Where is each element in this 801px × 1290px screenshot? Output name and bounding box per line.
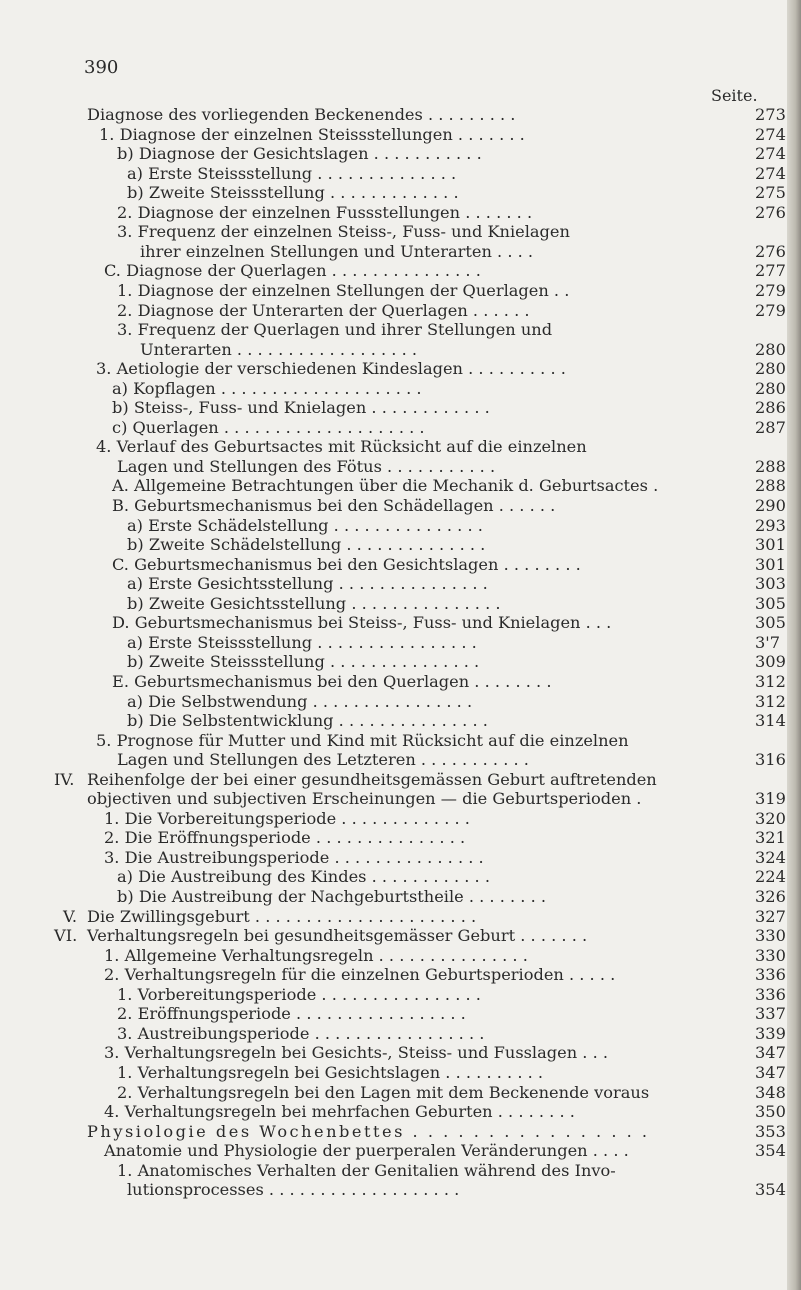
toc-entry-title: b) Die Austreibung der Nachgeburtstheile . . . . . . . . [117, 887, 547, 906]
toc-entry-title: a) Die Selbstwendung . . . . . . . . . . . . . . . . [127, 691, 473, 711]
toc-entry [0, 242, 790, 262]
toc-entry [0, 1180, 790, 1200]
toc-entry [0, 789, 790, 809]
toc-entry [0, 320, 790, 340]
toc-entry [0, 946, 790, 966]
toc-entry [0, 281, 790, 301]
toc-page-number: 350 [755, 1102, 786, 1122]
toc-entry [0, 379, 790, 399]
toc-entry [0, 516, 790, 536]
toc-entry [0, 828, 790, 848]
toc-entry [0, 887, 790, 907]
toc-entry-title: a) Erste Steissstellung . . . . . . . . . . . . . . [127, 163, 457, 183]
toc-page-number: 354 [755, 1180, 786, 1200]
toc-page-number: 321 [755, 828, 786, 848]
toc-page-number: 279 [755, 300, 786, 320]
toc-entry-title: Verhaltungsregeln bei gesundheitsgemässer Geburt . . . . . . . [87, 926, 588, 946]
toc-entry-title: a) Erste Schädelstellung . . . . . . . . . . . . . . . [127, 515, 483, 535]
toc-entry [0, 1083, 790, 1103]
toc-page-number: 354 [755, 1141, 786, 1161]
toc-entry-title: A. Allgemeine Betrachtungen über die Mechanik d. Geburtsactes . [112, 476, 659, 496]
toc-entry-title: 1. Anatomisches Verhalten der Genitalien während des Invo- [117, 1160, 616, 1180]
toc-entry-title: a) Erste Steissstellung . . . . . . . . . . . . . . . . [127, 632, 477, 652]
toc-entry [0, 105, 790, 125]
toc-entry-title: 2. Die Eröffnungsperiode . . . . . . . . . . . . . . . [104, 828, 466, 848]
page-edge [787, 0, 801, 1290]
toc-page-number: 293 [755, 515, 786, 535]
toc-entry-title: E. Geburtsmechanismus bei den Querlagen . . . . . . . . [112, 671, 552, 691]
toc-page-number: 301 [755, 535, 786, 555]
toc-entry-title: Reihenfolge der bei einer gesundheitsgemässen Geburt auftretenden [87, 769, 657, 789]
toc-page-number: 275 [755, 183, 786, 203]
toc-page-number: 279 [755, 280, 786, 300]
toc-page-number: 224 [755, 867, 786, 887]
toc-entry [0, 770, 790, 790]
toc-entry-title: 3. Austreibungsperiode . . . . . . . . . . . . . . . . . [117, 1023, 485, 1043]
toc-entry [0, 1102, 790, 1122]
toc-page-number: 326 [755, 887, 786, 906]
toc-entry-title: a) Die Austreibung des Kindes . . . . . . . . . . . . [117, 867, 490, 887]
toc-entry [0, 203, 790, 223]
toc-entry-title: 1. Verhaltungsregeln bei Gesichtslagen . . . . . . . . . . [117, 1062, 544, 1082]
toc-page-number: 339 [755, 1023, 786, 1043]
toc-entry [0, 1004, 790, 1024]
toc-entry [0, 183, 790, 203]
toc-section-numeral: VI. [54, 926, 78, 946]
toc-section-numeral: IV. [54, 769, 75, 789]
toc-page-number: 330 [755, 926, 786, 946]
toc-page-number: 309 [755, 652, 786, 672]
toc-entry [0, 1141, 790, 1161]
toc-entry [0, 164, 790, 184]
toc-page-number: 301 [755, 554, 786, 574]
toc-entry-title: b) Die Selbstentwicklung . . . . . . . . . . . . . . . [127, 711, 488, 731]
toc-entry-title: b) Zweite Schädelstellung . . . . . . . . . . . . . . [127, 535, 486, 555]
toc-entry [0, 1122, 790, 1142]
toc-entry [0, 692, 790, 712]
toc-entry [0, 144, 790, 164]
toc-entry [0, 613, 790, 633]
toc-entry-title: C. Diagnose der Querlagen . . . . . . . . . . . . . . . [104, 261, 481, 281]
toc-entry-title: Diagnose des vorliegenden Beckenendes . . . . . . . . . [87, 105, 516, 124]
toc-entry [0, 711, 790, 731]
toc-entry [0, 261, 790, 281]
toc-page-number: 276 [755, 202, 786, 222]
toc-entry-title: 3. Verhaltungsregeln bei Gesichts-, Steiss- und Fusslagen . . . [104, 1043, 609, 1063]
toc-entry-title: 3. Frequenz der einzelnen Steiss-, Fuss- und Knielagen [117, 222, 570, 242]
toc-entry [0, 594, 790, 614]
toc-page-number: 303 [755, 574, 786, 594]
toc-entry-title: C. Geburtsmechanismus bei den Gesichtslagen . . . . . . . . [112, 554, 581, 574]
toc-page-number: 280 [755, 359, 786, 379]
toc-entry [0, 359, 790, 379]
toc-page-number: 286 [755, 398, 786, 418]
toc-entry [0, 437, 790, 457]
toc-entry-title: b) Steiss-, Fuss- und Knielagen . . . . . . . . . . . . [112, 398, 490, 418]
toc-entry-title: b) Zweite Steissstellung . . . . . . . . . . . . . [127, 183, 459, 203]
toc-entry [0, 1063, 790, 1083]
toc-entry [0, 672, 790, 692]
toc-entry-title: Die Zwillingsgeburt . . . . . . . . . . . . . . . . . . . . . . [87, 906, 477, 926]
toc-page-number: 336 [755, 965, 786, 985]
toc-page-number: 274 [755, 124, 786, 144]
toc-entry-title: 1. Allgemeine Verhaltungsregeln . . . . . . . . . . . . . . . [104, 945, 528, 965]
toc-entry [0, 535, 790, 555]
toc-entry-title: 4. Verhaltungsregeln bei mehrfachen Geburten . . . . . . . . [104, 1102, 575, 1122]
toc-page-number: 319 [755, 789, 786, 809]
toc-entry [0, 809, 790, 829]
toc-entry [0, 633, 790, 653]
toc-page-number: 305 [755, 613, 786, 633]
toc-page-number: 314 [755, 711, 786, 731]
toc-page-number: 274 [755, 163, 786, 183]
toc-entry [0, 574, 790, 594]
toc-entry [0, 496, 790, 516]
toc-page-number: 347 [755, 1062, 786, 1082]
toc-entry-title: a) Kopflagen . . . . . . . . . . . . . . . . . . . . [112, 378, 422, 398]
toc-page-number: 287 [755, 417, 786, 437]
toc-page-number: 330 [755, 945, 786, 965]
toc-entry-title: lutionsprocesses . . . . . . . . . . . . . . . . . . . [127, 1180, 460, 1200]
toc-page-number: 274 [755, 144, 786, 164]
toc-entry [0, 907, 790, 927]
toc-entry [0, 1043, 790, 1063]
toc-entry-title: 2. Eröffnungsperiode . . . . . . . . . . . . . . . . . [117, 1004, 466, 1024]
toc-page-number: 316 [755, 750, 786, 770]
toc-entry-title: Unterarten . . . . . . . . . . . . . . . . . . [140, 339, 418, 359]
toc-page-number: 337 [755, 1004, 786, 1024]
toc-entry-title: D. Geburtsmechanismus bei Steiss-, Fuss- und Knielagen . . . [112, 613, 612, 633]
toc-entry [0, 1161, 790, 1181]
toc-entry-title: 1. Die Vorbereitungsperiode . . . . . . . . . . . . . [104, 808, 470, 828]
toc-page-number: 280 [755, 378, 786, 398]
toc-entry-title: 2. Diagnose der Unterarten der Querlagen . . . . . . [117, 300, 530, 320]
toc-page-number: 327 [755, 906, 786, 926]
toc-entry-title: 3. Die Austreibungsperiode . . . . . . . . . . . . . . . [104, 847, 484, 867]
toc-entry-title: b) Zweite Steissstellung . . . . . . . . . . . . . . . [127, 652, 480, 672]
toc-entry [0, 398, 790, 418]
page-column-header: Seite. [711, 86, 758, 105]
toc-page-number: 273 [755, 105, 786, 124]
toc-entry [0, 750, 790, 770]
toc-entry-title: B. Geburtsmechanismus bei den Schädellagen . . . . . . [112, 496, 556, 515]
toc-entry-title: 1. Diagnose der einzelnen Steissstellungen . . . . . . . [99, 124, 525, 144]
toc-entry-title: ihrer einzelnen Stellungen und Unterarten . . . . [140, 241, 534, 261]
toc-entry [0, 457, 790, 477]
toc-page-number: 336 [755, 984, 786, 1004]
toc-entry-title: 3. Aetiologie der verschiedenen Kindeslagen . . . . . . . . . . [96, 359, 566, 379]
toc-entry-title: Lagen und Stellungen des Letzteren . . . . . . . . . . . [117, 750, 529, 770]
toc-page-number: 280 [755, 339, 786, 359]
toc-entry-title: 2. Verhaltungsregeln für die einzelnen Geburtsperioden . . . . . [104, 965, 616, 985]
toc-entry-title: Physiologie des Wochenbettes . . . . . . . . . . . . . . . . [87, 1121, 650, 1141]
toc-entry [0, 926, 790, 946]
toc-entry-title: objectiven und subjectiven Erscheinungen — die Geburtsperioden . [87, 789, 642, 809]
toc-entry-title: Anatomie und Physiologie der puerperalen Veränderungen . . . . [104, 1141, 629, 1161]
toc-entry [0, 555, 790, 575]
toc-page-number: 288 [755, 456, 786, 476]
toc-page-number: 348 [755, 1082, 786, 1102]
toc-entry-title: 2. Verhaltungsregeln bei den Lagen mit dem Beckenende voraus [117, 1082, 650, 1102]
toc-entry [0, 1024, 790, 1044]
toc-page-number: 320 [755, 808, 786, 828]
toc-entry [0, 867, 790, 887]
toc-page-number: 347 [755, 1043, 786, 1063]
toc-entry-title: Lagen und Stellungen des Fötus . . . . . . . . . . . [117, 456, 496, 476]
toc-page-number: 312 [755, 671, 786, 691]
page-number: 390 [84, 57, 119, 78]
toc-entry-title: 2. Diagnose der einzelnen Fussstellungen . . . . . . . [117, 202, 533, 222]
toc-entry [0, 125, 790, 145]
toc-page-number: 288 [755, 476, 786, 496]
toc-page-number: 305 [755, 593, 786, 613]
toc-section-numeral: V. [63, 906, 78, 926]
toc-entry-title: 1. Vorbereitungsperiode . . . . . . . . . . . . . . . . [117, 984, 481, 1004]
toc-entry [0, 476, 790, 496]
toc-page-number: 277 [755, 261, 786, 281]
toc-entry [0, 652, 790, 672]
toc-entry [0, 985, 790, 1005]
toc-entry-title: b) Zweite Gesichtsstellung . . . . . . . . . . . . . . . [127, 593, 501, 613]
toc-page-number: 290 [755, 496, 786, 515]
toc-page-number: 353 [755, 1121, 786, 1141]
toc-page-number: 276 [755, 241, 786, 261]
toc-page-number: 312 [755, 691, 786, 711]
toc-entry-title: a) Erste Gesichtsstellung . . . . . . . . . . . . . . . [127, 574, 488, 594]
toc-entry-title: 1. Diagnose der einzelnen Stellungen der Querlagen . . [117, 280, 570, 300]
toc-entry-title: 4. Verlauf des Geburtsactes mit Rücksicht auf die einzelnen [96, 437, 587, 457]
toc-entry [0, 848, 790, 868]
toc-page-number: 324 [755, 847, 786, 867]
toc-entry [0, 731, 790, 751]
toc-entry-title: c) Querlagen . . . . . . . . . . . . . . . . . . . . [112, 417, 425, 437]
toc-entry-title: 3. Frequenz der Querlagen und ihrer Stellungen und [117, 320, 553, 340]
toc-page-number: 3'7 [755, 632, 781, 652]
toc-entry-title: 5. Prognose für Mutter und Kind mit Rücksicht auf die einzelnen [96, 730, 629, 750]
toc-entry [0, 340, 790, 360]
toc-entry-title: b) Diagnose der Gesichtslagen . . . . . . . . . . . [117, 144, 482, 164]
toc-entry [0, 418, 790, 438]
toc-entry [0, 222, 790, 242]
toc-entry [0, 965, 790, 985]
toc-entry [0, 301, 790, 321]
